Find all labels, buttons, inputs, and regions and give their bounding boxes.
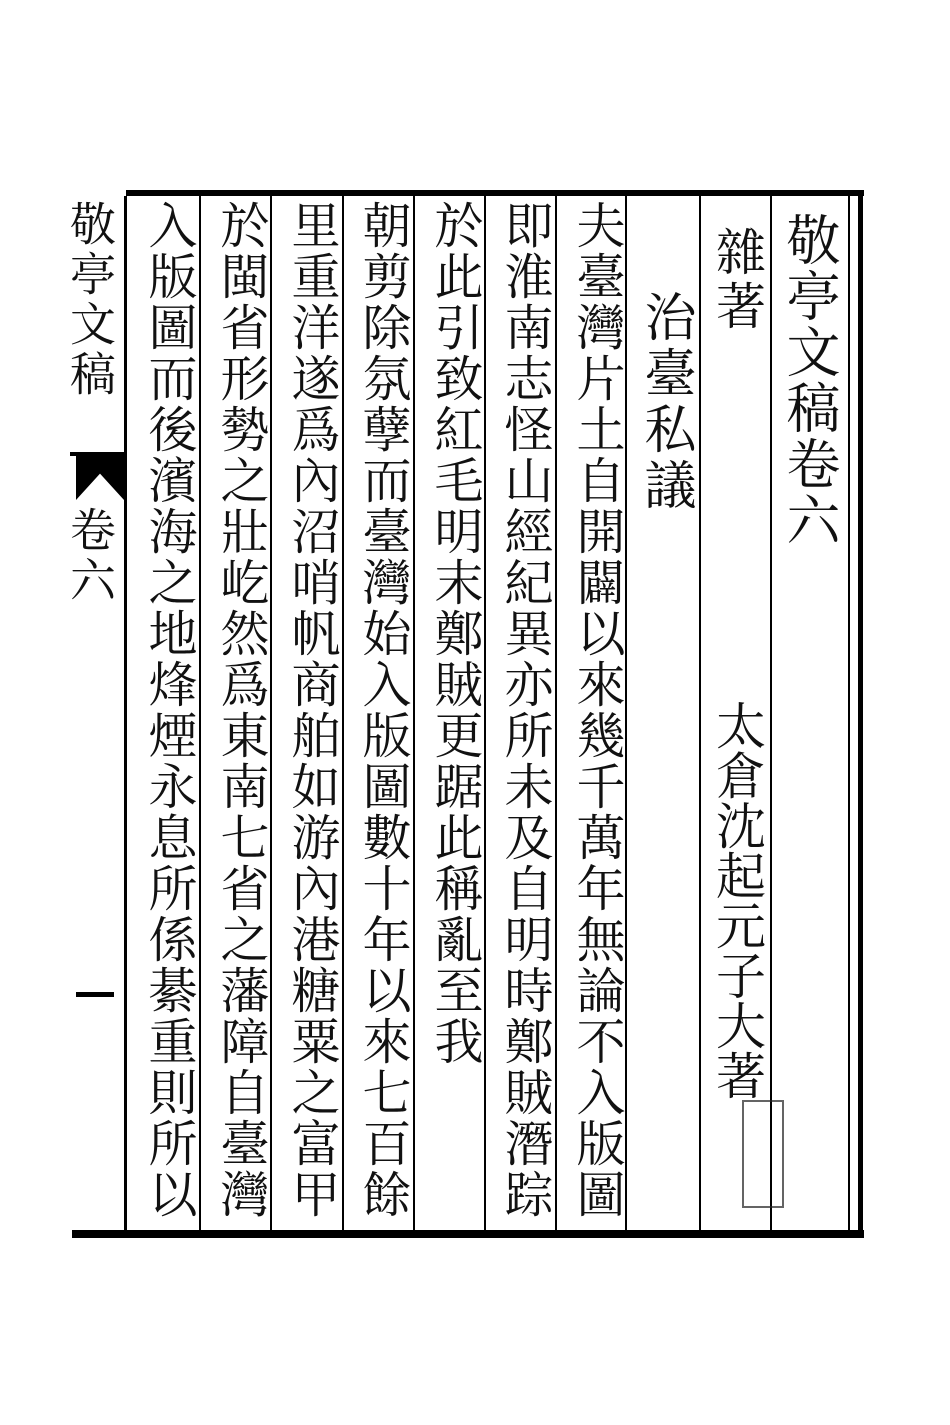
margin-book-title: 敬亭文稿 — [63, 200, 117, 400]
column-divider — [699, 196, 701, 1232]
frame-right-inner-rule — [848, 196, 850, 1232]
text-column-7: 入版圖而後濱海之地烽煙永息所係綦重則所以 — [141, 200, 198, 1220]
text-column-2: 即淮南志怪山經紀異亦所未及自明時鄭賊潛踪 — [497, 200, 554, 1220]
frame-top-rule — [126, 190, 864, 196]
author-byline: 太倉沈起元子大著 — [708, 700, 766, 1100]
fish-tail-rule — [70, 452, 126, 456]
margin-volume: 卷六 — [63, 506, 117, 606]
column-divider — [770, 196, 772, 1232]
frame-right-rule — [858, 190, 863, 1235]
frame-bottom-rule — [72, 1230, 864, 1238]
text-column-1: 夫臺灣片土自開闢以來幾千萬年無論不入版圖 — [569, 200, 626, 1220]
text-column-4: 朝剪除氛孽而臺灣始入版圖數十年以來七百餘 — [355, 200, 412, 1220]
text-column-3: 於此引致紅毛明末鄭賊更踞此稱亂至我 — [427, 200, 484, 1067]
essay-title: 治臺私議 — [635, 290, 695, 514]
book-volume-title: 敬亭文稿卷六 — [778, 212, 841, 548]
frame-left-rule — [124, 196, 127, 1232]
collector-seal-mark — [742, 1100, 784, 1208]
text-column-5: 里重洋遂爲內沼哨帆商舶如游內港糖粟之富甲 — [284, 200, 341, 1220]
text-column-6: 於閩省形勢之壯屹然爲東南七省之藩障自臺灣 — [213, 200, 270, 1220]
margin-leaf-number — [76, 992, 114, 997]
fish-tail-mark — [76, 452, 124, 500]
section-heading: 雜著 — [708, 226, 766, 334]
